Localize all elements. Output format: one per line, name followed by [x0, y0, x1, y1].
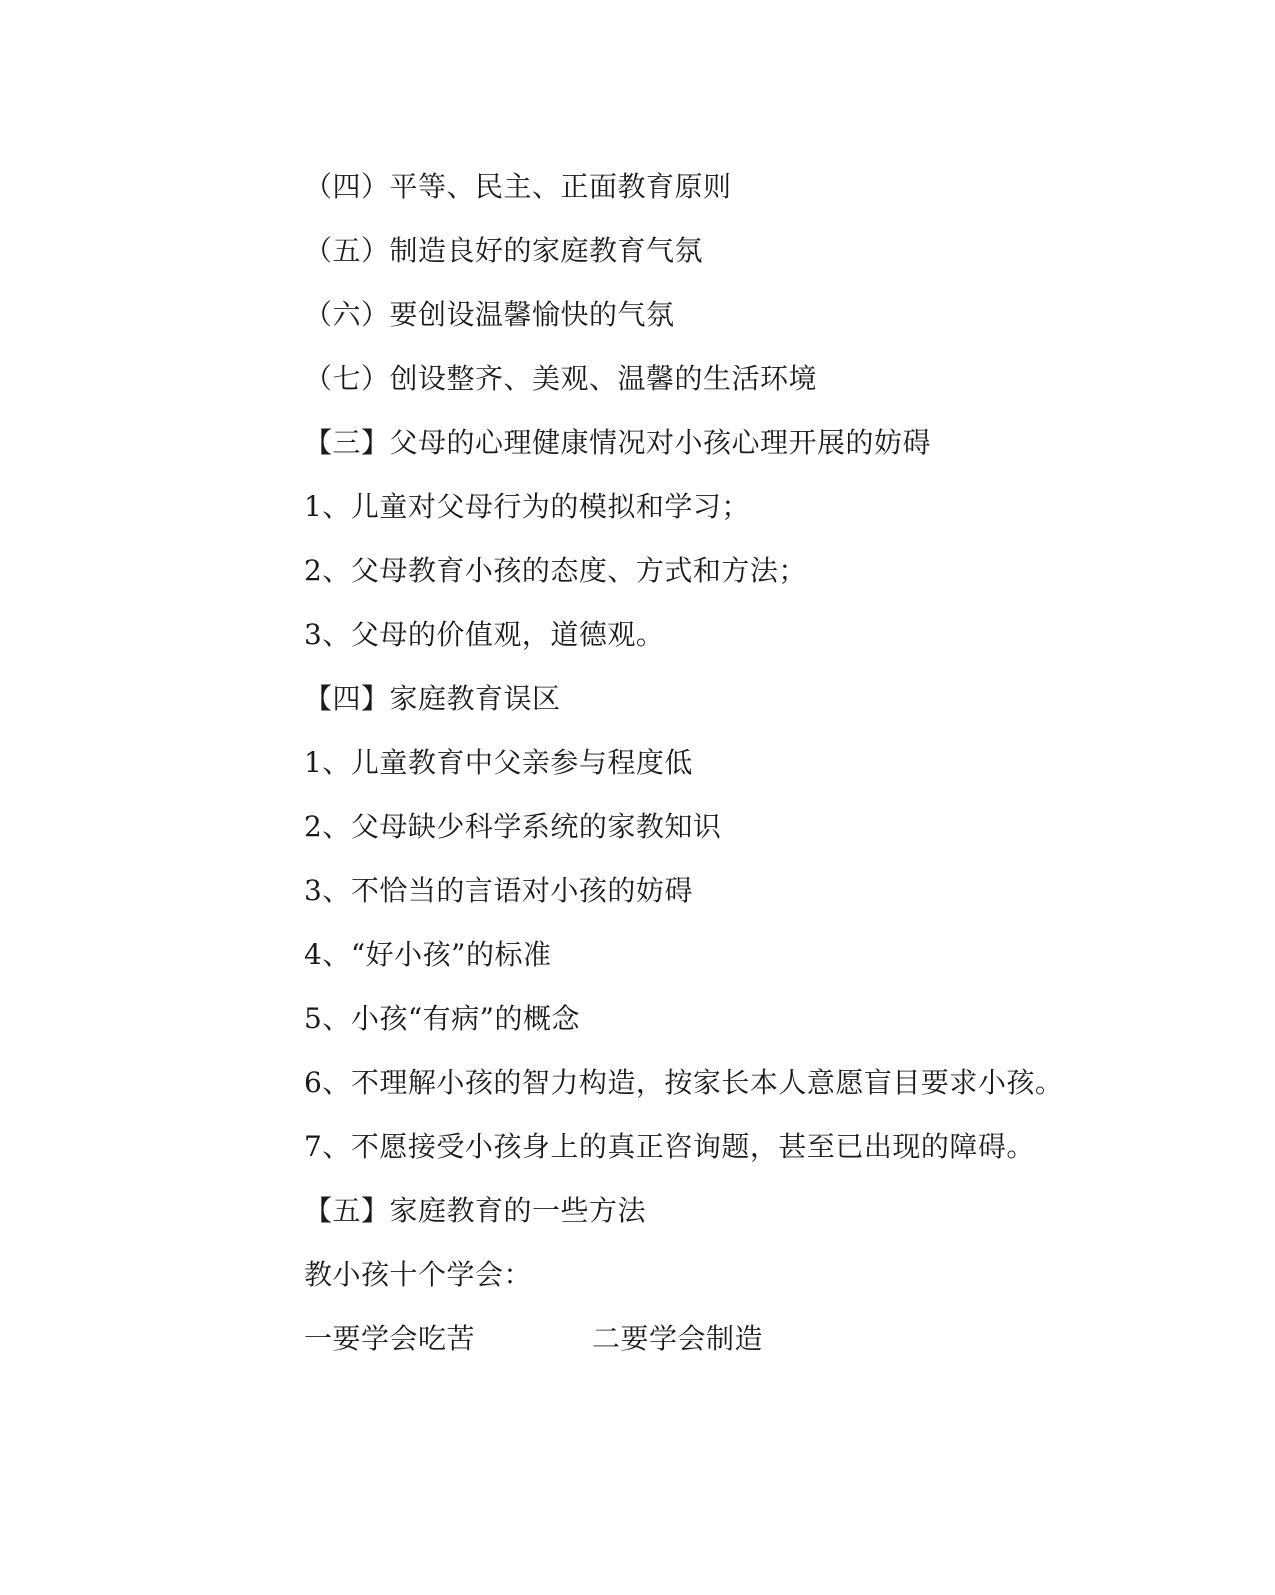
principle-five: （五）制造良好的家庭教育气氛 — [304, 234, 704, 267]
section-heading-three: 【三】父母的心理健康情况对小孩心理开展的妨碍 — [304, 426, 932, 459]
section-heading-four: 【四】家庭教育误区 — [304, 682, 561, 715]
method-item-right: 二要学会制造 — [592, 1322, 764, 1355]
list-item: 6、不理解小孩的智力构造，按家长本人意愿盲目要求小孩。 — [304, 1066, 1064, 1099]
list-item: 1、儿童教育中父亲参与程度低 — [304, 746, 693, 779]
method-item-left: 一要学会吃苦 — [304, 1322, 476, 1355]
list-item: 5、小孩“有病”的概念 — [304, 1002, 580, 1035]
methods-intro: 教小孩十个学会： — [304, 1258, 533, 1291]
principle-four: （四）平等、民主、正面教育原则 — [304, 170, 732, 203]
list-item: 4、“好小孩”的标准 — [304, 938, 552, 971]
list-item: 2、父母教育小孩的态度、方式和方法； — [304, 554, 807, 587]
principle-six: （六）要创设温馨愉快的气氛 — [304, 298, 675, 331]
list-item: 7、不愿接受小孩身上的真正咨询题，甚至已出现的障碍。 — [304, 1130, 1035, 1163]
list-item: 2、父母缺少科学系统的家教知识 — [304, 810, 722, 843]
section-heading-five: 【五】家庭教育的一些方法 — [304, 1194, 647, 1227]
list-item: 3、父母的价值观，道德观。 — [304, 618, 665, 651]
principle-seven: （七）创设整齐、美观、温馨的生活环境 — [304, 362, 818, 395]
two-column-row — [304, 1316, 1104, 1380]
document-body — [304, 164, 1104, 1380]
list-item: 1、儿童对父母行为的模拟和学习； — [304, 490, 750, 523]
list-item: 3、不恰当的言语对小孩的妨碍 — [304, 874, 693, 907]
